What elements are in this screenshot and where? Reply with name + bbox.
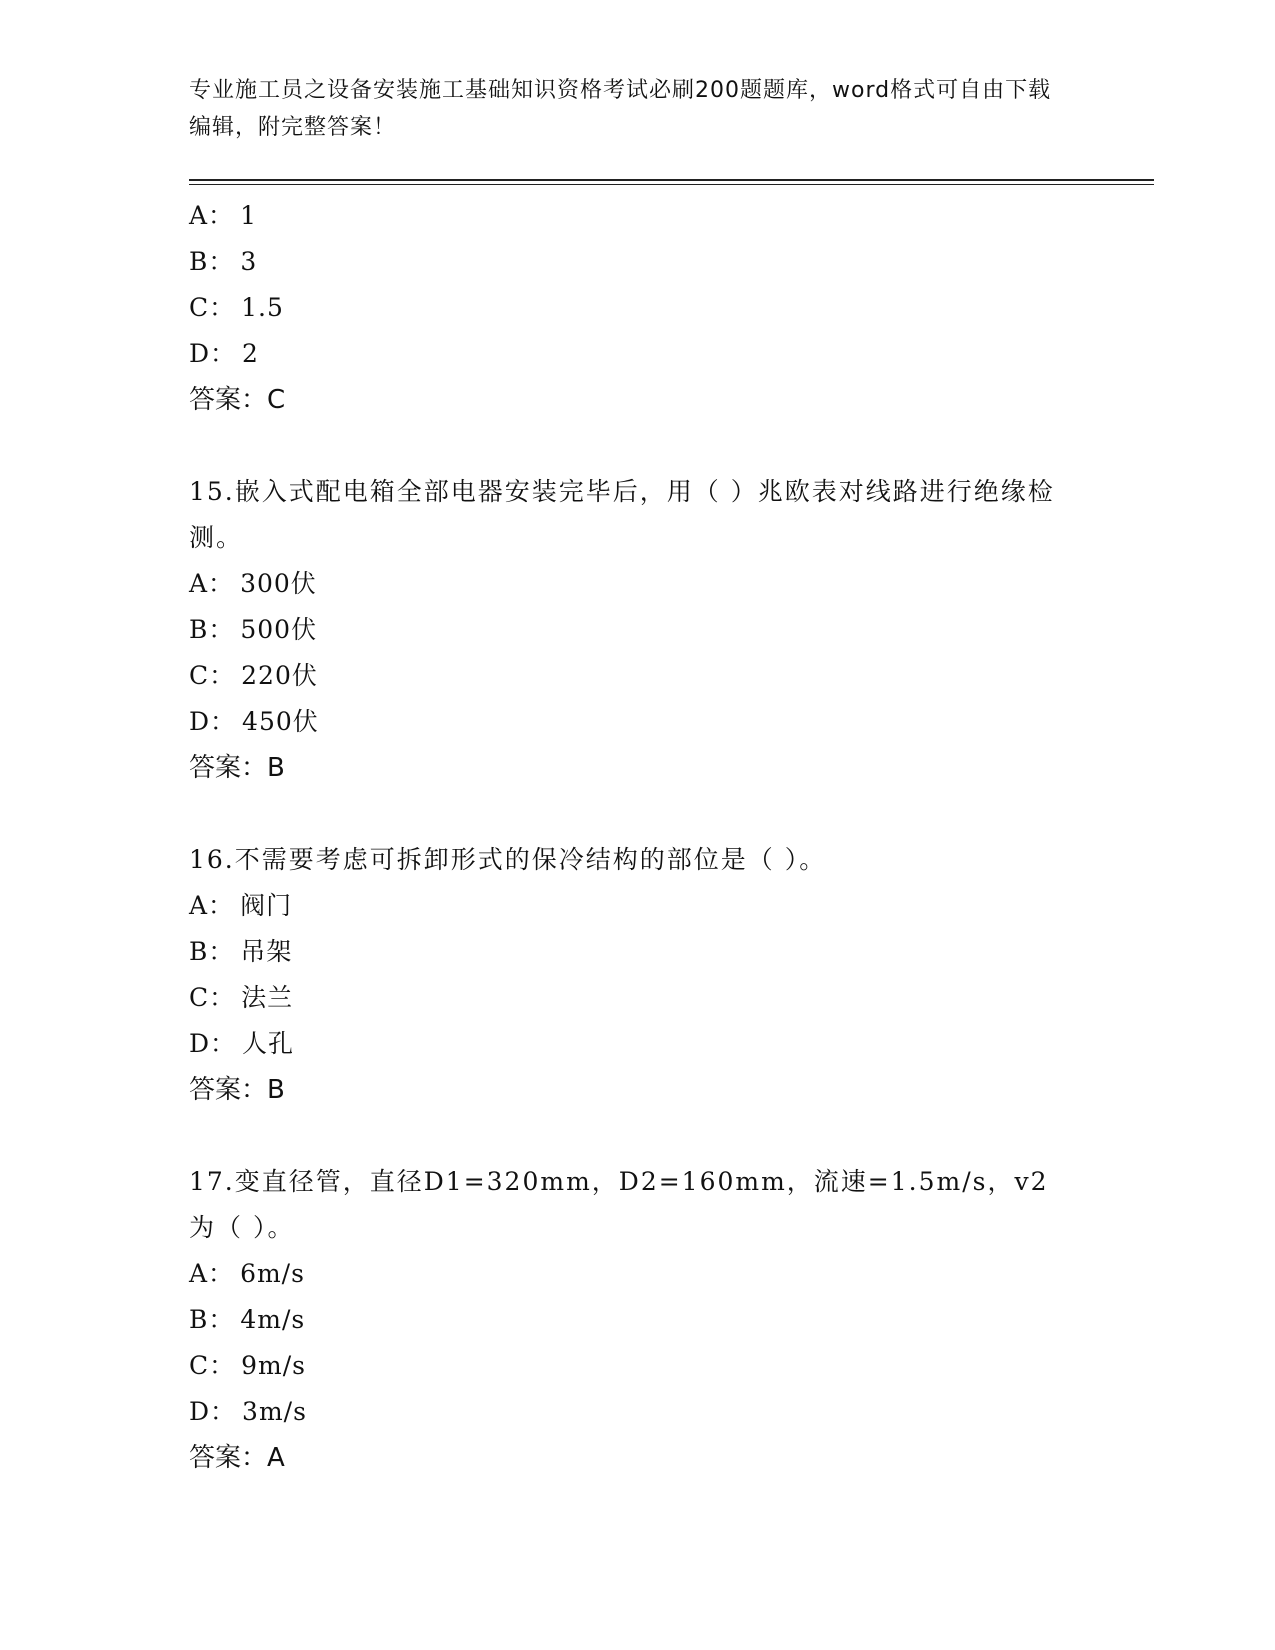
option-d [189, 1021, 1069, 1067]
option-b [189, 929, 1069, 975]
option-value: 500伏 [240, 615, 318, 644]
question-stem: 17.变直径管，直径D1=320mm，D2=160mm，流速=1.5m/s，v2为（ ）。 [189, 1167, 1049, 1242]
option-value: 法兰 [241, 983, 294, 1012]
option-label: A： [189, 891, 235, 920]
option-label: C： [189, 661, 236, 690]
header-divider-thick [189, 179, 1154, 181]
option-label: D： [189, 707, 237, 736]
option-c [189, 653, 1069, 699]
option-value: 吊架 [240, 937, 293, 966]
option-c [189, 285, 1069, 331]
spacer [189, 791, 1069, 837]
spacer [189, 423, 1069, 469]
option-value: 4m/s [240, 1305, 306, 1334]
option-label: D： [189, 1397, 237, 1426]
option-label: C： [189, 983, 236, 1012]
option-value: 9m/s [241, 1351, 307, 1380]
option-d [189, 331, 1069, 377]
spacer [189, 1113, 1069, 1159]
option-a [189, 1251, 1069, 1297]
option-value: 450伏 [242, 707, 319, 736]
option-b [189, 239, 1069, 285]
option-label: D： [189, 339, 237, 368]
option-label: A： [189, 201, 235, 230]
option-value: 220伏 [241, 661, 318, 690]
question-stem: 16.不需要考虑可拆卸形式的保冷结构的部位是（ ）。 [189, 845, 827, 874]
answer-line: 答案：C [189, 385, 286, 415]
option-d [189, 1389, 1069, 1435]
option-a [189, 561, 1069, 607]
option-label: B： [189, 247, 235, 276]
option-value: 6m/s [240, 1259, 305, 1288]
option-value: 阀门 [240, 891, 293, 920]
option-label: D： [189, 1029, 237, 1058]
answer-line: 答案：B [189, 1075, 285, 1105]
option-label: B： [189, 1305, 235, 1334]
option-label: A： [189, 569, 235, 598]
question-16 [189, 837, 1069, 1113]
option-label: B： [189, 615, 235, 644]
option-value: 1 [240, 201, 257, 230]
option-value: 2 [242, 339, 259, 368]
header-divider-thin [189, 184, 1154, 185]
question-14-tail [189, 193, 1069, 423]
option-label: C： [189, 293, 236, 322]
option-label: B： [189, 937, 235, 966]
option-d [189, 699, 1069, 745]
answer-line: 答案：B [189, 753, 285, 783]
option-b [189, 607, 1069, 653]
option-c [189, 1343, 1069, 1389]
option-value: 人孔 [242, 1029, 295, 1058]
option-label: A： [189, 1259, 235, 1288]
option-a [189, 193, 1069, 239]
option-a [189, 883, 1069, 929]
option-value: 1.5 [241, 293, 284, 322]
option-value: 300伏 [240, 569, 317, 598]
question-15 [189, 469, 1069, 791]
option-b [189, 1297, 1069, 1343]
option-value: 3 [240, 247, 258, 276]
option-c [189, 975, 1069, 1021]
option-value: 3m/s [242, 1397, 307, 1426]
answer-line: 答案：A [189, 1443, 285, 1473]
question-17 [189, 1159, 1069, 1481]
document-header: 专业施工员之设备安装施工基础知识资格考试必刷200题题库，word格式可自由下载编辑，附完整答案！ [189, 78, 1052, 140]
question-list [189, 193, 1069, 1481]
option-label: C： [189, 1351, 236, 1380]
question-stem: 15.嵌入式配电箱全部电器安装完毕后，用（ ）兆欧表对线路进行绝缘检测。 [189, 477, 1055, 552]
